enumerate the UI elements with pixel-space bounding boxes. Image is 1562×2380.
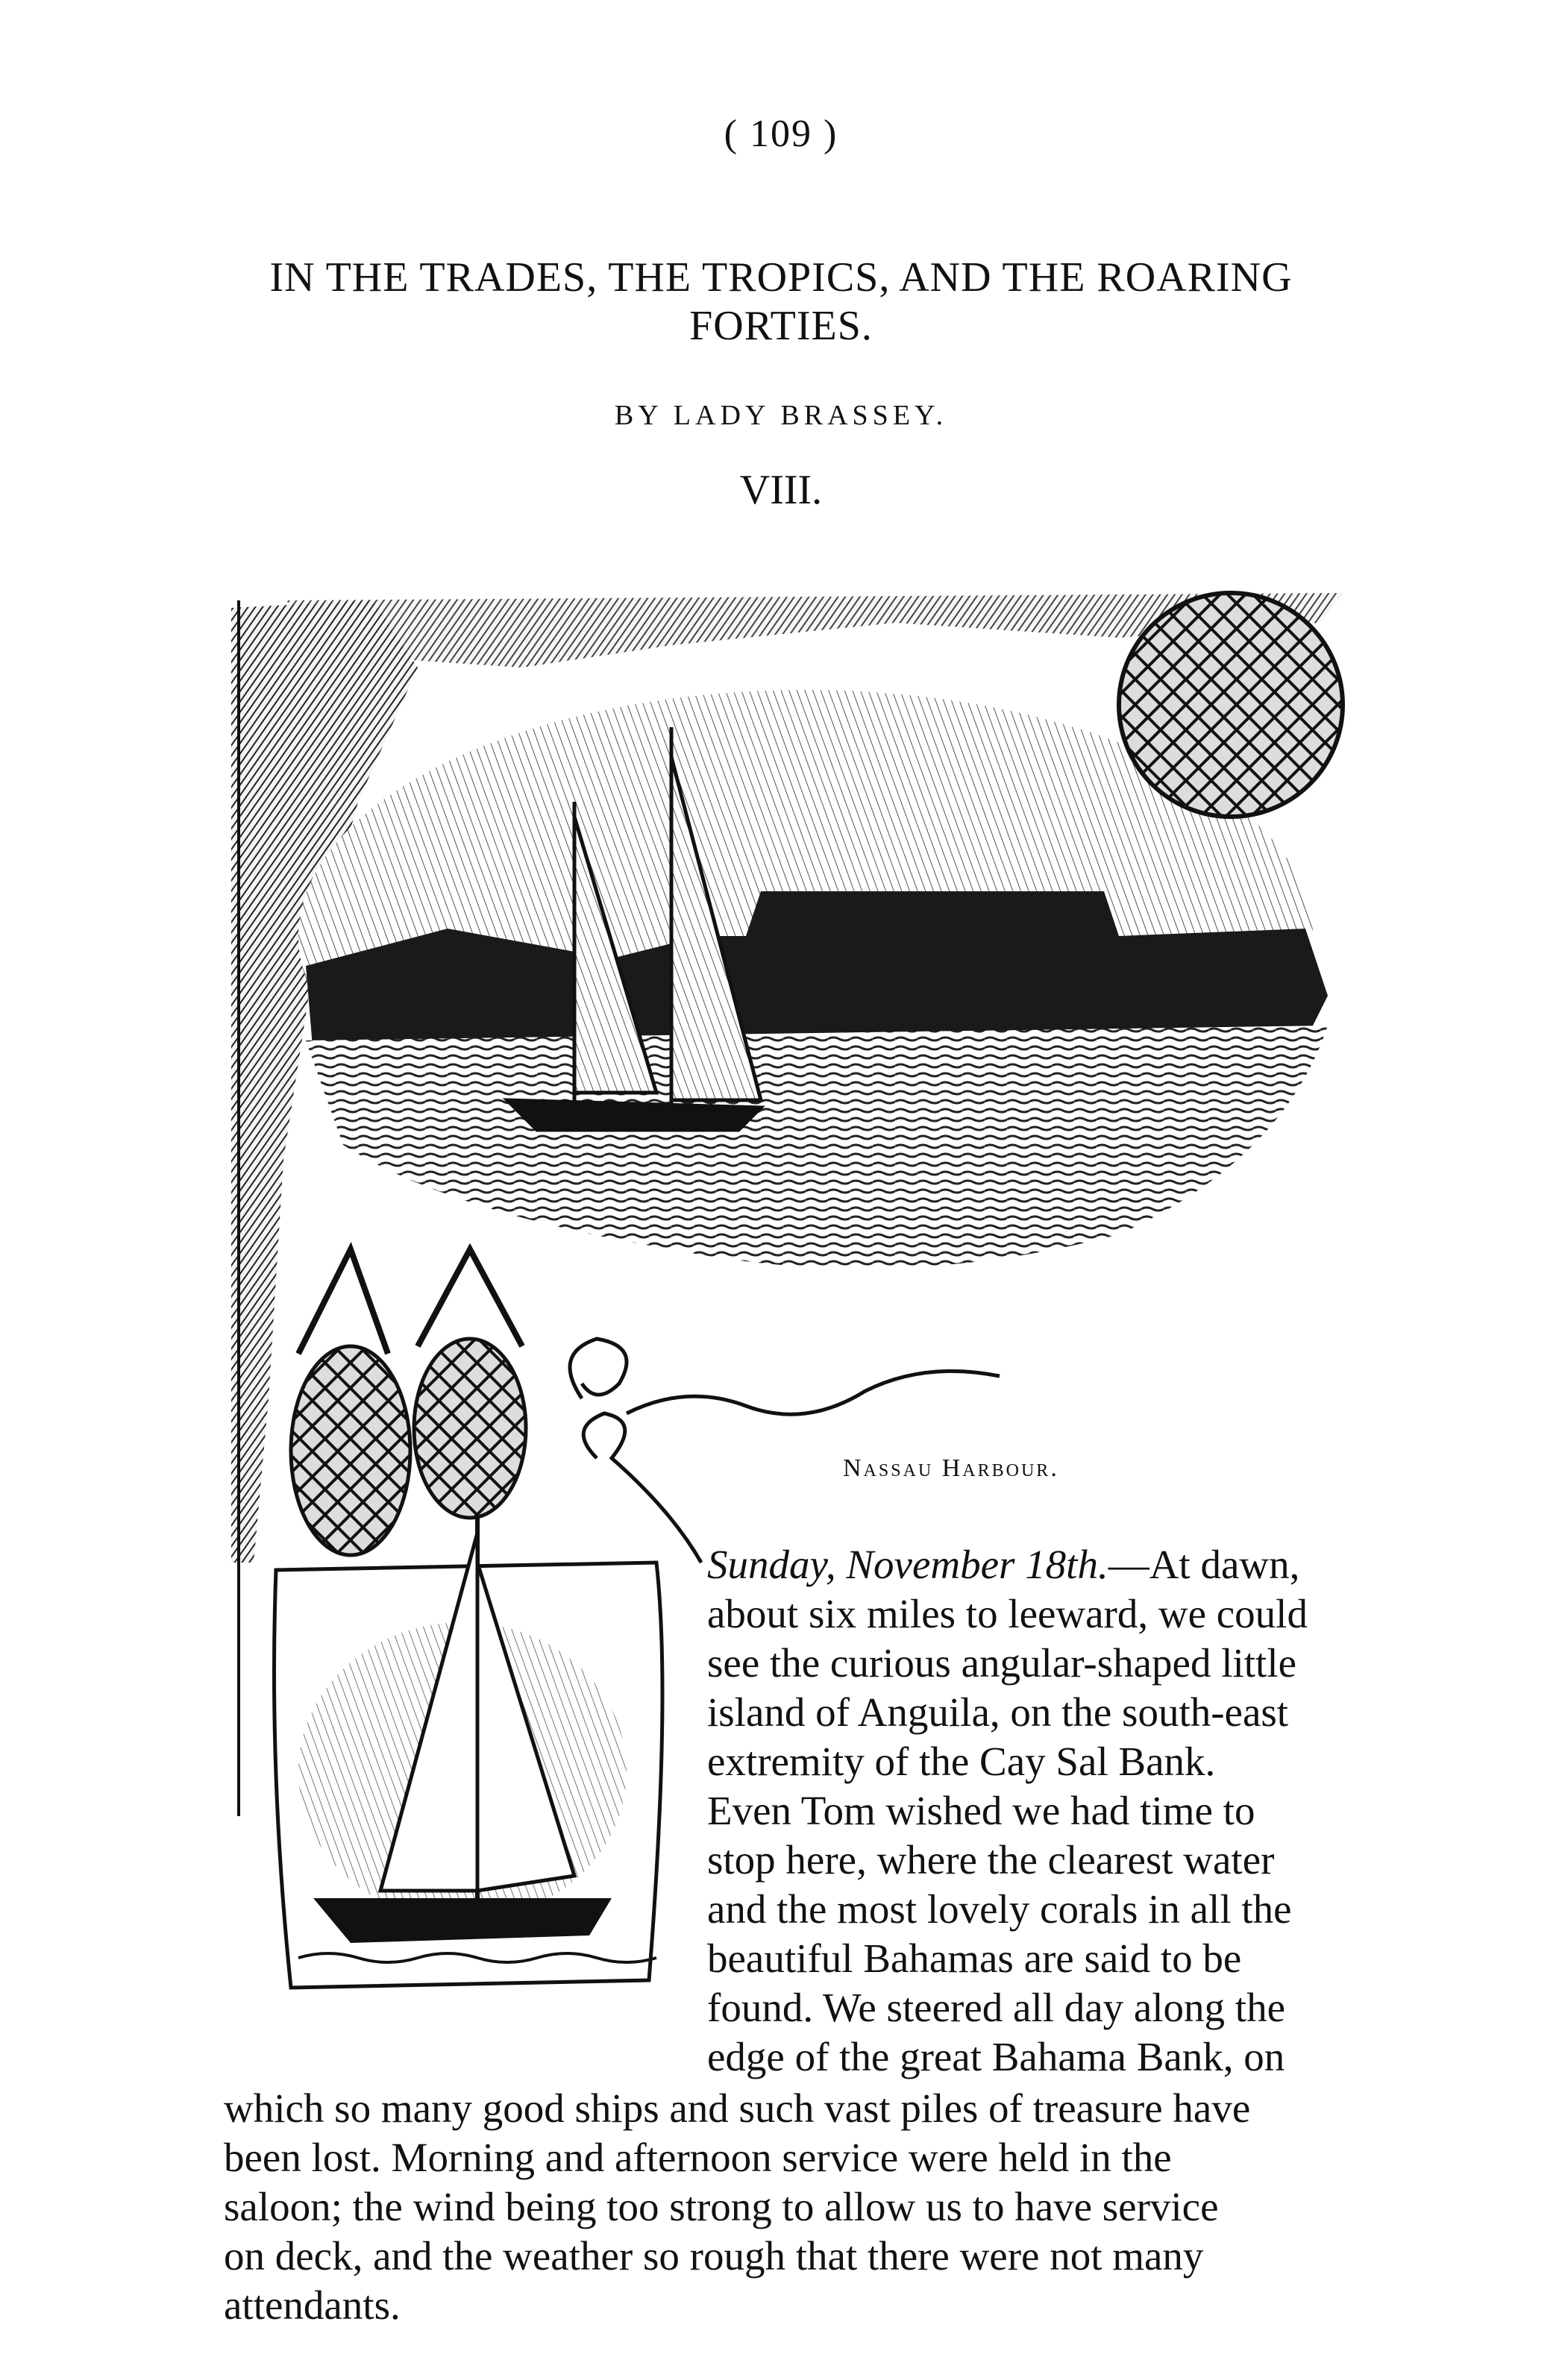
harbour-water [306,1026,1328,1269]
body-line: on deck, and the weather so rough that there were not many [224,2233,1204,2279]
body-line: attendants. [224,2282,401,2328]
page-number: ( 109 ) [724,113,838,155]
part-number: VIII. [739,467,823,513]
scroll-flourish [570,1339,1000,1563]
pineapple-leaves [298,1249,522,1354]
sailboat-vignette [275,1518,663,1988]
body-line: stop here, where the clearest water [707,1837,1275,1883]
body-line: edge of the great Bahama Bank, on [707,2034,1285,2079]
body-line: about six miles to leeward, we could [707,1591,1308,1636]
body-line: which so many good ships and such vast piles of treasure have [224,2085,1251,2131]
body-text-full-width [224,2084,1393,2330]
body-line: beautiful Bahamas are said to be [707,1935,1242,1981]
article-title-line-1: IN THE TRADES, THE TROPICS, AND THE ROARING [269,254,1293,301]
body-line: been lost. Morning and afternoon service were held in the [224,2135,1172,2180]
coral-ball [1119,593,1343,817]
body-line: extremity of the Cay Sal Bank. [707,1739,1216,1784]
paragraph-first-line [707,1540,1393,1589]
body-line: saloon; the wind being too strong to allow us to have service [224,2184,1219,2229]
body-line: found. We steered all day along the [707,1985,1285,2030]
pineapple-1 [291,1346,410,1555]
article-title-line-2: FORTIES. [689,303,873,349]
body-line: island of Anguila, on the south-east [707,1689,1289,1735]
body-line: —At dawn, [1108,1542,1300,1587]
byline: BY LADY BRASSEY. [614,400,948,431]
date-heading: Sunday, November 18th. [707,1542,1108,1587]
illustration-caption: Nassau Harbour. [843,1454,1059,1482]
body-text-right-column [707,1540,1393,2082]
pineapple-2 [414,1339,526,1518]
body-line: and the most lovely corals in all the [707,1886,1292,1932]
body-line: see the curious angular-shaped little [707,1640,1297,1686]
body-line: Even Tom wished we had time to [707,1788,1255,1833]
